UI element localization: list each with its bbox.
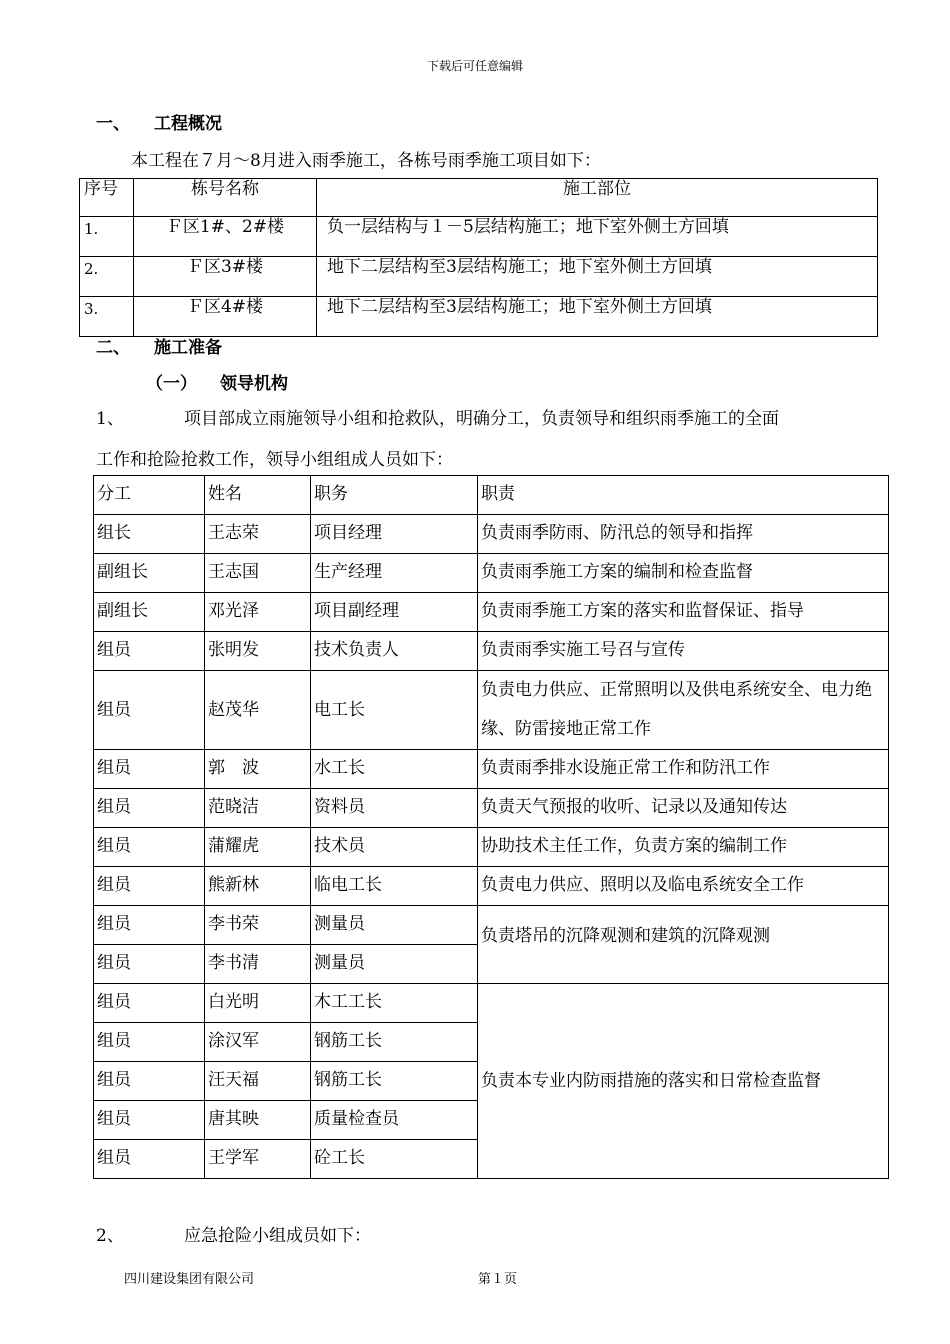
table-header-cell: 职责 — [478, 476, 889, 515]
table-header-cell: 施工部位 — [317, 179, 878, 217]
table-cell: 邓光泽 — [205, 593, 311, 632]
table-cell: 组员 — [94, 984, 205, 1023]
merged-duty-cell: 负责塔吊的沉降观测和建筑的沉降观测 — [478, 906, 889, 984]
table-header-row — [94, 476, 889, 515]
header-note: 下载后可任意编辑 — [426, 59, 523, 73]
table-cell: 技术员 — [311, 828, 478, 867]
table-cell: 白光明 — [205, 984, 311, 1023]
table-cell: 组员 — [94, 1101, 205, 1140]
table-cell: 负责电力供应、正常照明以及供电系统安全、电力绝缘、防雷接地正常工作 — [478, 671, 889, 750]
table-cell: 组员 — [94, 1062, 205, 1101]
table-row — [94, 984, 889, 1023]
item-number: 2、 — [96, 1226, 124, 1246]
section-title: 工程概况 — [154, 114, 222, 134]
table-cell: 唐其映 — [205, 1101, 311, 1140]
table-cell: 钢筋工长 — [311, 1023, 478, 1062]
table-cell: Ｆ区4#楼 — [134, 297, 317, 337]
table-row — [94, 554, 889, 593]
table-header-cell: 分工 — [94, 476, 205, 515]
table-cell: 范晓洁 — [205, 789, 311, 828]
merged-duty-cell: 负责本专业内防雨措施的落实和日常检查监督 — [478, 984, 889, 1179]
item-1-paragraph — [96, 404, 896, 470]
table-cell: 负一层结构与１－5层结构施工；地下室外侧土方回填 — [317, 217, 878, 257]
table-cell: 地下二层结构至3层结构施工；地下室外侧土方回填 — [317, 257, 878, 297]
table-cell: Ｆ区1#、2#楼 — [134, 217, 317, 257]
section-number: 一、 — [96, 114, 130, 134]
section-heading-1 — [96, 109, 222, 134]
table-cell: 组员 — [94, 867, 205, 906]
subsection-heading — [146, 369, 288, 394]
table-cell: 组员 — [94, 906, 205, 945]
table-cell: 测量员 — [311, 906, 478, 945]
table-cell: 组员 — [94, 789, 205, 828]
table-cell: 汪天福 — [205, 1062, 311, 1101]
table-cell: 张明发 — [205, 632, 311, 671]
table-cell: 2. — [80, 257, 134, 297]
table-cell: 组员 — [94, 750, 205, 789]
table-cell: 负责雨季施工方案的编制和检查监督 — [478, 554, 889, 593]
subsection-number: （一） — [146, 374, 197, 394]
table-cell: 组员 — [94, 1140, 205, 1179]
table-cell: 负责雨季排水设施正常工作和防汛工作 — [478, 750, 889, 789]
table-cell: 生产经理 — [311, 554, 478, 593]
table-cell: 涂汉军 — [205, 1023, 311, 1062]
table-row — [94, 906, 889, 945]
table-cell: 项目经理 — [311, 515, 478, 554]
table-row — [80, 297, 878, 337]
table-cell: 王志国 — [205, 554, 311, 593]
table-cell: Ｆ区3#楼 — [134, 257, 317, 297]
table-cell: 王学军 — [205, 1140, 311, 1179]
table-cell: 项目副经理 — [311, 593, 478, 632]
table-cell: 郭 波 — [205, 750, 311, 789]
item-text: 应急抢险小组成员如下： — [184, 1226, 371, 1246]
table-row — [94, 632, 889, 671]
subsection-title: 领导机构 — [220, 374, 288, 394]
table-cell: 李书荣 — [205, 906, 311, 945]
table-cell: 组员 — [94, 671, 205, 750]
table-header-row — [80, 179, 878, 217]
section-number: 二、 — [96, 338, 130, 358]
item-text-line: 项目部成立雨施领导小组和抢救队，明确分工，负责领导和组织雨季施工的全面 — [184, 409, 779, 429]
table-cell: 电工长 — [311, 671, 478, 750]
table-cell: 临电工长 — [311, 867, 478, 906]
table-cell: 王志荣 — [205, 515, 311, 554]
table-cell: 蒲耀虎 — [205, 828, 311, 867]
item-number: 1、 — [96, 409, 124, 429]
section-title: 施工准备 — [154, 338, 222, 358]
leadership-table — [93, 475, 889, 1179]
item-text-line: 工作和抢险抢救工作，领导小组组成人员如下： — [96, 450, 453, 470]
table-cell: 技术负责人 — [311, 632, 478, 671]
table-cell: 组员 — [94, 1023, 205, 1062]
table-cell: 李书清 — [205, 945, 311, 984]
table-cell: 组员 — [94, 828, 205, 867]
table-header-cell: 栋号名称 — [134, 179, 317, 217]
table-row — [94, 828, 889, 867]
table-cell: 1. — [80, 217, 134, 257]
table-cell: 赵茂华 — [205, 671, 311, 750]
table-cell: 木工工长 — [311, 984, 478, 1023]
table-row — [94, 593, 889, 632]
table-cell: 3. — [80, 297, 134, 337]
table-cell: 负责雨季实施工号召与宣传 — [478, 632, 889, 671]
table-cell: 地下二层结构至3层结构施工；地下室外侧土方回填 — [317, 297, 878, 337]
table-cell: 组员 — [94, 945, 205, 984]
table-row — [94, 867, 889, 906]
table-row — [80, 217, 878, 257]
table-row — [80, 257, 878, 297]
footer-page-number: 第１页 — [478, 1272, 518, 1287]
table-row — [94, 789, 889, 828]
intro-paragraph: 本工程在７月～8月进入雨季施工，各栋号雨季施工项目如下： — [131, 151, 601, 171]
table-cell: 副组长 — [94, 593, 205, 632]
table-cell: 水工长 — [311, 750, 478, 789]
table-cell: 负责电力供应、照明以及临电系统安全工作 — [478, 867, 889, 906]
building-table — [79, 178, 878, 337]
table-cell: 钢筋工长 — [311, 1062, 478, 1101]
table-header-cell: 姓名 — [205, 476, 311, 515]
table-header-cell: 职务 — [311, 476, 478, 515]
table-row — [94, 515, 889, 554]
table-cell: 熊新林 — [205, 867, 311, 906]
table-cell: 副组长 — [94, 554, 205, 593]
table-cell: 测量员 — [311, 945, 478, 984]
footer-company: 四川建设集团有限公司 — [124, 1272, 255, 1287]
table-row — [94, 750, 889, 789]
table-row — [94, 671, 889, 750]
table-cell: 负责雨季防雨、防汛总的领导和指挥 — [478, 515, 889, 554]
table-header-cell: 序号 — [80, 179, 134, 217]
section-heading-2 — [96, 333, 222, 358]
table-cell: 组员 — [94, 632, 205, 671]
table-cell: 质量检查员 — [311, 1101, 478, 1140]
table-cell: 组长 — [94, 515, 205, 554]
table-cell: 负责天气预报的收听、记录以及通知传达 — [478, 789, 889, 828]
table-cell: 负责雨季施工方案的落实和监督保证、指导 — [478, 593, 889, 632]
table-cell: 砼工长 — [311, 1140, 478, 1179]
table-cell: 资料员 — [311, 789, 478, 828]
table-cell: 协助技术主任工作，负责方案的编制工作 — [478, 828, 889, 867]
item-2-paragraph — [96, 1221, 371, 1246]
